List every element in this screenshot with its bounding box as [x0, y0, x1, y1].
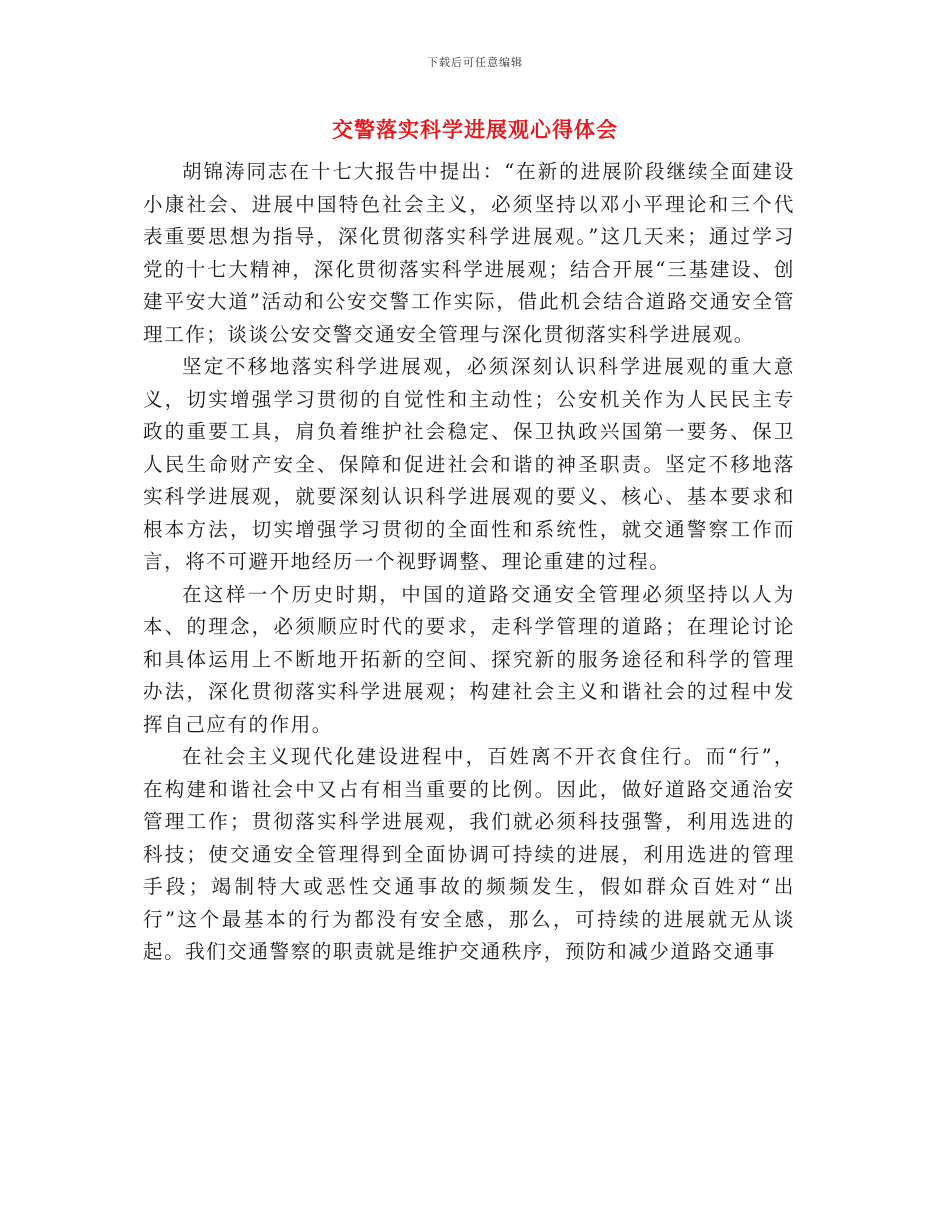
document-title: 交警落实科学进展观心得体会: [332, 117, 618, 142]
paragraph-1: 胡锦涛同志在十七大报告中提出：“在新的进展阶段继续全面建设小康社会、进展中国特色社会主义，必须坚持以邓小平理论和三个代表重要思想为指导，深化贯彻落实科学进展观。”这几天来；通过学习党的十七大精神，深化贯彻落实科学进展观；结合开展“三基建设、创建平安大道”活动和公安交警工作实际，借此机会结合道路交通安全管理工作；谈谈公安交警交通安全管理与深化贯彻落实科学进展观。: [143, 160, 795, 346]
header-note: 下载后可任意编辑: [427, 56, 523, 69]
document-body: [143, 156, 795, 969]
paragraph-3: 在这样一个历史时期，中国的道路交通安全管理必须坚持以人为本、的理念，必须顺应时代的要求，走科学管理的道路；在理论讨论和具体运用上不断地开拓新的空间、探究新的服务途径和科学的管理办法，深化贯彻落实科学进展观；构建社会主义和谐社会的过程中发挥自己应有的作用。: [143, 582, 795, 736]
paragraph-4: 在社会主义现代化建设进程中，百姓离不开衣食住行。而“行”，在构建和谐社会中又占有相当重要的比例。因此，做好道路交通治安管理工作；贯彻落实科学进展观，我们就必须科技强警，利用选进的科技；使交通安全管理得到全面协调可持续的进展，利用选进的管理手段；竭制特大或恶性交通事故的频频发生，假如群众百姓对“出行”这个最基本的行为都没有安全感，那么，可持续的进展就无从谈起。我们交通警察的职责就是维护交通秩序，预防和减少道路交通事: [143, 745, 795, 963]
paragraph-2: 坚定不移地落实科学进展观，必须深刻认识科学进展观的重大意义，切实增强学习贯彻的自觉性和主动性；公安机关作为人民民主专政的重要工具，肩负着维护社会稳定、保卫执政兴国第一要务、保卫人民生命财产安全、保障和促进社会和谐的神圣职责。坚定不移地落实科学进展观，就要深刻认识科学进展观的要义、核心、基本要求和根本方法，切实增强学习贯彻的全面性和系统性，就交通警察工作而言，将不可避开地经历一个视野调整、理论重建的过程。: [143, 355, 795, 573]
